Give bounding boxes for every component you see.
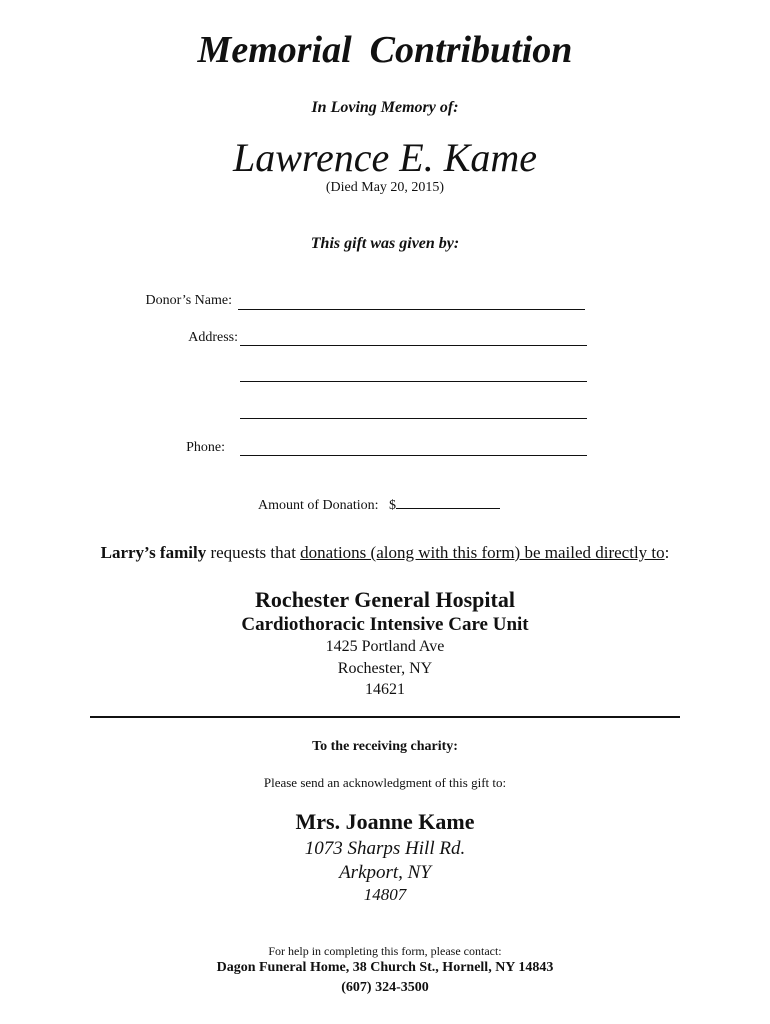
phone-label: Phone: (186, 440, 225, 455)
request-colon: : (664, 543, 670, 562)
funeral-home: Dagon Funeral Home, 38 Church St., Hornell, NY 14843 (216, 960, 554, 975)
hospital-city: Rochester, NY (337, 660, 433, 677)
help-text: For help in completing this form, please contact: (268, 944, 502, 958)
died-date: (Died May 20, 2015) (325, 180, 445, 195)
address-field-line-3[interactable] (240, 418, 587, 419)
address-field-line-1[interactable] (240, 345, 587, 346)
hospital-name: Rochester General Hospital (255, 587, 515, 612)
recipient-city: Arkport, NY (339, 862, 431, 883)
family-label: Larry’s family (100, 543, 207, 562)
ack-instruction: Please send an acknowledgment of this gift to: (263, 775, 507, 790)
donor-name-field[interactable] (238, 309, 585, 310)
charity-heading: To the receiving charity: (312, 739, 458, 754)
request-text: requests that (210, 543, 296, 562)
given-by-heading: This gift was given by: (310, 235, 460, 252)
recipient-name: Mrs. Joanne Kame (295, 809, 475, 834)
request-underlined: donations (along with this form) be mailed directly to (300, 543, 665, 562)
memory-label: In Loving Memory of: (311, 99, 459, 116)
title-part2: Contribution (369, 29, 573, 71)
deceased-name: Lawrence E. Kame (232, 135, 538, 180)
donation-row (258, 494, 500, 514)
hospital-unit: Cardiothoracic Intensive Care Unit (241, 614, 529, 635)
donation-label: Amount of Donation: (258, 498, 379, 513)
hospital-street: 1425 Portland Ave (325, 638, 445, 655)
donation-amount-field[interactable] (396, 494, 500, 509)
currency-symbol: $ (389, 498, 397, 513)
funeral-phone: (607) 324-3500 (341, 980, 429, 995)
page-title (0, 28, 770, 72)
address-field-line-2[interactable] (240, 381, 587, 382)
phone-field[interactable] (240, 455, 587, 456)
divider (90, 716, 680, 718)
address-label: Address: (188, 330, 238, 345)
title-part1: Memorial (197, 29, 352, 71)
hospital-zip: 14621 (365, 681, 405, 698)
recipient-street: 1073 Sharps Hill Rd. (304, 838, 466, 859)
mailing-request (0, 543, 770, 563)
donor-name-label: Donor’s Name: (145, 293, 232, 308)
recipient-zip: 14807 (363, 885, 407, 904)
